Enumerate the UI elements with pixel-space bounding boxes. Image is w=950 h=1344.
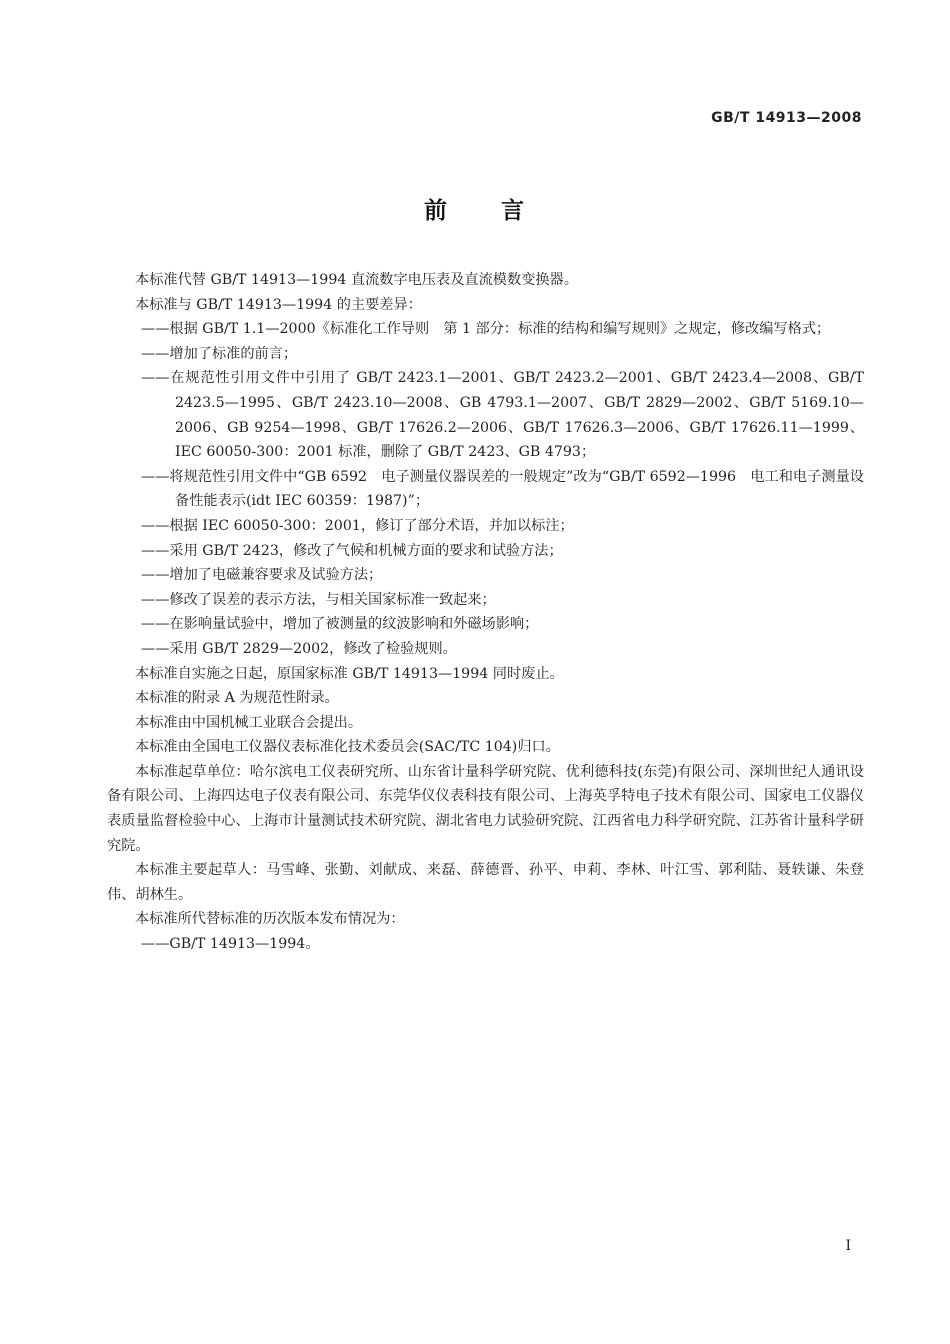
paragraph-replaces: 本标准代替 GB/T 14913—1994 直流数字电压表及直流模数变换器。 [135,272,578,288]
paragraph-drafting-units: 本标准起草单位：哈尔滨电工仪表研究所、山东省计量科学研究院、优利德科技(东莞)有限公司、深圳世纪人通讯设备有限公司、上海四达电子仪表有限公司、东莞华仪仪表科技有限公司、上海英孚特电子技术有限公司、国家电工仪器仪表质量监督检验中心、上海市计量测试技术研究院、湖北省电力试验研究院、江西省电力科学研究院、江苏省计量科学研究院。 [107,763,864,854]
paragraph-history-intro: 本标准所代替标准的历次版本发布情况为： [135,911,405,928]
list-item: ——根据 IEC 60050-300：2001，修订了部分术语，并加以标注； [141,517,574,534]
paragraph-proposed-by: 本标准由中国机械工业联合会提出。 [135,714,363,731]
title-char-2: 言 [501,198,526,224]
list-item: ——增加了电磁兼容要求及试验方法； [141,567,383,584]
paragraph-differences-intro: 本标准与 GB/T 14913—1994 的主要差异： [135,296,422,313]
list-item: ——采用 GB/T 2423，修改了气候和机械方面的要求和试验方法； [141,542,563,559]
page-title [0,192,950,225]
list-item: ——采用 GB/T 2829—2002，修改了检验规则。 [141,640,457,657]
list-item: ——GB/T 14913—1994。 [141,936,320,953]
list-item: ——修改了误差的表示方法，与相关国家标准一致起来； [141,591,496,608]
list-item: ——在规范性引用文件中引用了 GB/T 2423.1—2001、GB/T 2423.2—2001、GB/T 2423.4—2008、GB/T 2423.5—1995、GB/T 2423.10—2008、GB 4793.1—2007、GB/T 2829—2002、GB/T 5169.10—2006、GB 9254—1998、GB/T 17626.2—2006、GB/T 17626.3—2006、GB/T 17626.11—1999、IEC 60050-300：2001 标准，删除了 GB/T 2423、GB 4793； [141,370,864,461]
paragraph-drafters: 本标准主要起草人：马雪峰、张勤、刘献成、来磊、薛德晋、孙平、申莉、李林、叶江雪、郭利陆、聂轶谦、朱登伟、胡林生。 [107,862,864,903]
paragraph-abolish: 本标准自实施之日起，原国家标准 GB/T 14913—1994 同时废止。 [135,665,564,682]
title-char-1: 前 [424,198,449,224]
list-item: ——在影响量试验中，增加了被测量的纹波影响和外磁场影响； [141,616,539,633]
list-item: ——增加了标准的前言； [141,345,298,362]
paragraph-annex: 本标准的附录 A 为规范性附录。 [135,690,339,707]
page-number: I [845,1238,851,1254]
paragraph-centralized-by: 本标准由全国电工仪器仪表标准化技术委员会(SAC/TC 104)归口。 [135,739,560,756]
list-item: ——将规范性引用文件中“GB 6592 电子测量仪器误差的一般规定”改为“GB/T 6592—1996 电工和电子测量设备性能表示(idt IEC 60359：1987)”； [141,468,864,510]
standard-number: GB/T 14913—2008 [711,110,862,126]
foreword-body [107,268,864,957]
list-item: ——根据 GB/T 1.1—2000《标准化工作导则 第 1 部分：标准的结构和编写规则》之规定，修改编写格式； [141,321,831,338]
